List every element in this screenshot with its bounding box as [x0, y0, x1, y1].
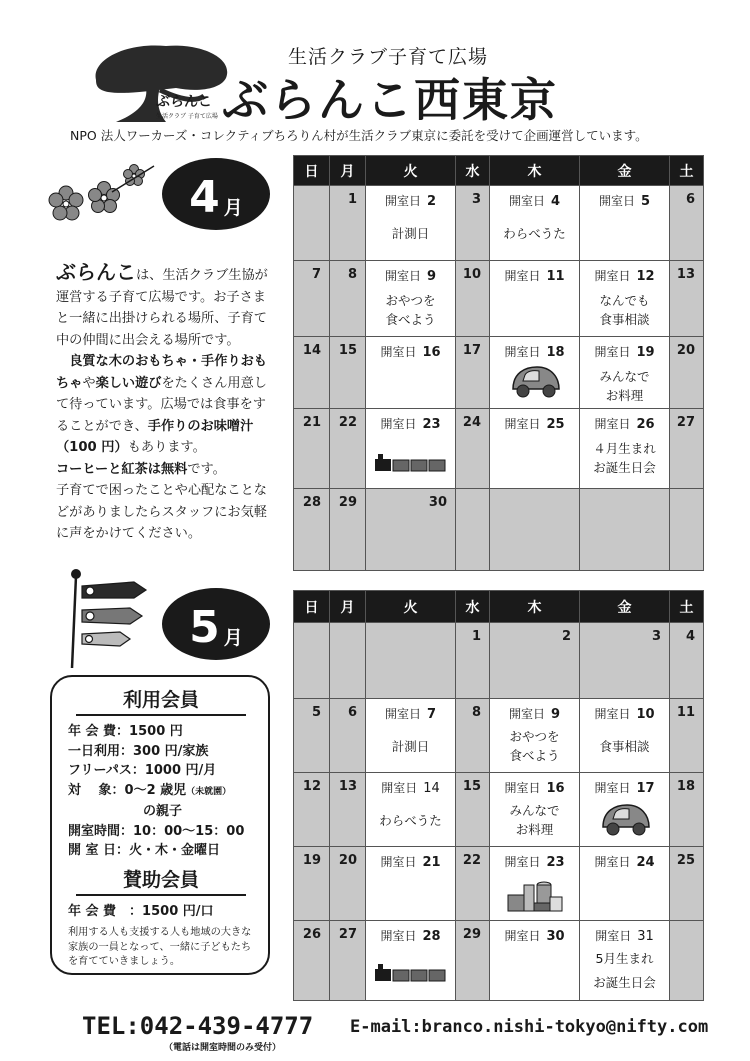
day-cell [366, 699, 456, 773]
intro-p2-t2: をたくさん用意して待っています。広場では食事をすることができ、 [56, 375, 267, 434]
day-number: 25 [546, 417, 565, 432]
header [0, 0, 750, 150]
day-cell [490, 623, 580, 699]
day-cell [330, 337, 366, 409]
membership-hours: 開室時間：10：00～15：00 [68, 823, 245, 839]
event-line: お料理 [515, 822, 554, 837]
page-title: ぶらんこ西東京 [222, 73, 558, 127]
open-day [580, 415, 669, 432]
day-cell [294, 337, 330, 409]
day-cell [294, 186, 330, 261]
day-number: 15 [462, 779, 481, 794]
day-cell [580, 847, 670, 921]
logo-subtext: 生活クラブ 子育て広場 [156, 113, 218, 120]
day-number: 11 [676, 705, 695, 720]
membership-target-note: （未就園） [186, 786, 232, 797]
intro-p1 [56, 262, 276, 351]
open-day [580, 927, 669, 944]
day-number: 21 [302, 415, 321, 430]
may-number: 5 [189, 602, 220, 653]
day-number: 21 [422, 855, 441, 870]
intro-p2-b2: 楽しい遊び [95, 375, 162, 391]
april-unit: 月 [223, 197, 243, 219]
npo-line: NPO 法人ワーカーズ・コレクティブちろりん村が生活クラブ東京に委託を受けて企画運営しています。 [70, 128, 648, 143]
day-number: 17 [636, 781, 655, 796]
may-week-4 [294, 847, 704, 921]
email-address[interactable]: E-mail:branco.nishi-tokyo@nifty.com [350, 1017, 709, 1037]
tree-logo-icon [86, 40, 236, 125]
open-label: 開室日 [598, 194, 635, 208]
day-number: 28 [422, 929, 441, 944]
day-cell [456, 699, 490, 773]
membership-fee: 年 会 費：1500 円 [68, 724, 183, 739]
membership-day: 一日利用：300 円/家族 [68, 743, 209, 759]
open-day [490, 705, 579, 722]
event-text [366, 291, 455, 329]
day-cell [456, 773, 490, 847]
intro-p2-b3: 手作りのお味噌汁（100 円） [56, 418, 254, 455]
day-number: 29 [462, 927, 481, 942]
open-day [366, 343, 455, 360]
open-day [366, 267, 455, 284]
day-cell [294, 847, 330, 921]
open-label: 開室日 [380, 345, 417, 359]
day-cell [580, 261, 670, 337]
day-number: 19 [302, 853, 321, 868]
event-text [580, 367, 669, 405]
weekday-fri: 金 [580, 591, 670, 623]
open-day [490, 192, 579, 209]
event-text [490, 801, 579, 839]
may-week-5 [294, 921, 704, 1001]
day-cell [456, 489, 490, 571]
open-label: 開室日 [508, 707, 545, 721]
day-number: 7 [311, 267, 321, 282]
day-number: 6 [347, 705, 357, 720]
open-day [366, 853, 455, 870]
day-number: 20 [676, 343, 695, 358]
open-label: 開室日 [384, 269, 421, 283]
open-day [580, 267, 669, 284]
weekday-wed: 水 [456, 156, 490, 186]
april-week-1 [294, 186, 704, 261]
subtitle: 生活クラブ子育て広場 [288, 46, 489, 68]
day-cell [294, 409, 330, 489]
phone-note: （電話は開室時間のみ受付） [164, 1043, 282, 1053]
day-number: 23 [422, 417, 441, 432]
weekday-mon: 月 [330, 591, 366, 623]
support-fee: 年 会 費 ：1500 円/口 [68, 903, 214, 919]
day-number: 22 [338, 415, 357, 430]
day-cell [670, 847, 704, 921]
day-number: 12 [636, 269, 655, 284]
open-label: 開室日 [504, 855, 541, 869]
day-cell [490, 699, 580, 773]
may-unit: 月 [223, 627, 243, 649]
event-text [580, 439, 669, 477]
open-label: 開室日 [594, 707, 631, 721]
day-cell [490, 489, 580, 571]
open-day [490, 343, 579, 360]
toy-car-icon [597, 801, 653, 839]
event-line: 5月生まれ [595, 951, 654, 966]
day-cell [490, 773, 580, 847]
intro-p3-t: です。 [187, 461, 226, 477]
day-cell [456, 847, 490, 921]
day-number: 13 [676, 267, 695, 282]
koinobori-icon [64, 568, 154, 668]
day-cell [330, 921, 366, 1001]
day-cell [670, 921, 704, 1001]
membership-title: 利用会員 [76, 685, 246, 716]
day-cell [580, 623, 670, 699]
day-number: 22 [462, 853, 481, 868]
open-day [366, 927, 455, 944]
event-line: お料理 [605, 388, 644, 403]
day-cell [490, 337, 580, 409]
day-cell [670, 409, 704, 489]
day-cell [670, 489, 704, 571]
membership-target-text: 対 象：0～2 歳児 [68, 782, 187, 798]
day-cell [366, 261, 456, 337]
day-cell [670, 186, 704, 261]
event-line: お誕生日会 [593, 975, 656, 990]
open-day [490, 927, 579, 944]
day-number: 28 [302, 495, 321, 510]
day-number: 4 [550, 194, 561, 209]
cherry-blossom-icon [42, 160, 162, 235]
day-number: 10 [462, 267, 481, 282]
open-day [490, 779, 579, 796]
open-label: 開室日 [595, 929, 632, 943]
event-line: おやつを [509, 729, 560, 744]
phone-number[interactable]: TEL:042-439-4777 [82, 1012, 314, 1040]
april-header-row [294, 156, 704, 186]
day-cell [366, 489, 456, 571]
day-number: 31 [637, 929, 654, 944]
day-cell [366, 337, 456, 409]
open-label: 開室日 [504, 345, 541, 359]
open-label: 開室日 [594, 269, 631, 283]
event-text: 計測日 [391, 226, 430, 241]
day-cell [366, 773, 456, 847]
day-cell [580, 409, 670, 489]
weekday-thu: 木 [490, 591, 580, 623]
open-day [490, 267, 579, 284]
day-cell [294, 699, 330, 773]
april-badge [162, 158, 270, 230]
open-label: 開室日 [508, 194, 545, 208]
intro-text [56, 262, 276, 545]
april-number: 4 [189, 172, 220, 223]
open-day [490, 853, 579, 870]
intro-p2-b1: 良質な木のおもちゃ・手作りおもちゃ [56, 354, 267, 391]
event-line: 食べよう [385, 312, 436, 327]
day-cell [366, 921, 456, 1001]
day-number: 1 [347, 192, 357, 207]
day-cell [366, 409, 456, 489]
day-number: 18 [676, 779, 695, 794]
day-number: 19 [636, 345, 655, 360]
open-label: 開室日 [380, 417, 417, 431]
day-number: 23 [546, 855, 565, 870]
day-cell [366, 847, 456, 921]
weekday-mon: 月 [330, 156, 366, 186]
open-label: 開室日 [594, 855, 631, 869]
event-line: なんでも [599, 293, 650, 308]
may-week-3 [294, 773, 704, 847]
open-label: 開室日 [594, 345, 631, 359]
day-cell [580, 773, 670, 847]
april-calendar [293, 155, 704, 571]
day-number: 8 [347, 267, 357, 282]
intro-p3-b: コーヒーと紅茶は無料 [56, 461, 188, 477]
day-number: 14 [423, 781, 440, 796]
day-number: 3 [471, 192, 481, 207]
day-number: 4 [685, 629, 695, 644]
day-number: 30 [546, 929, 565, 944]
day-cell [580, 489, 670, 571]
open-label: 開室日 [381, 781, 418, 795]
day-number: 25 [676, 853, 695, 868]
event-line: みんなで [599, 369, 650, 384]
day-number: 18 [546, 345, 565, 360]
day-cell [490, 186, 580, 261]
day-number: 9 [550, 707, 561, 722]
day-number: 13 [338, 779, 357, 794]
intro-p2 [56, 351, 276, 459]
day-number: 20 [338, 853, 357, 868]
day-cell [294, 489, 330, 571]
day-cell [490, 261, 580, 337]
day-cell [366, 623, 456, 699]
weekday-thu: 木 [490, 156, 580, 186]
event-line: お誕生日会 [593, 460, 656, 475]
day-cell [456, 409, 490, 489]
event-line: おやつを [385, 293, 436, 308]
day-cell [330, 773, 366, 847]
open-label: 開室日 [380, 855, 417, 869]
day-number: 1 [471, 629, 481, 644]
day-number: 24 [462, 415, 481, 430]
day-cell [580, 921, 670, 1001]
open-day [366, 415, 455, 432]
day-number: 16 [546, 781, 565, 796]
day-number: 5 [311, 705, 321, 720]
day-number: 3 [651, 629, 661, 644]
weekday-tue: 火 [366, 591, 456, 623]
event-line: みんなで [509, 803, 560, 818]
open-day [366, 705, 455, 722]
event-text [490, 727, 579, 765]
day-cell [456, 921, 490, 1001]
day-number: 15 [338, 343, 357, 358]
event-text: わらべうた [379, 813, 442, 828]
intro-p2-t1: や [82, 375, 96, 391]
day-number: 16 [422, 345, 441, 360]
day-cell [490, 847, 580, 921]
may-calendar [293, 590, 704, 1001]
open-day [366, 779, 455, 796]
day-number: 8 [471, 705, 481, 720]
day-cell [294, 623, 330, 699]
intro-p2-t3: もあります。 [127, 440, 206, 455]
open-label: 開室日 [504, 269, 541, 283]
event-text: 計測日 [391, 739, 430, 754]
day-number: 6 [685, 192, 695, 207]
open-label: 開室日 [504, 929, 541, 943]
day-cell [330, 847, 366, 921]
event-text: 食事相談 [599, 739, 650, 754]
day-cell [670, 623, 704, 699]
logo-text: ぶらんこ [156, 94, 212, 110]
intro-lead: ぶらんこ [56, 260, 136, 284]
open-label: 開室日 [380, 929, 417, 943]
event-line: 食事相談 [599, 312, 650, 327]
event-text [580, 947, 669, 995]
day-cell [294, 921, 330, 1001]
day-number: 14 [302, 343, 321, 358]
day-cell [330, 261, 366, 337]
day-cell [580, 186, 670, 261]
event-line: 食べよう [509, 748, 560, 763]
membership-target-2: の親子 [143, 804, 183, 819]
day-cell [456, 337, 490, 409]
open-day [490, 415, 579, 432]
day-cell [456, 261, 490, 337]
intro-p4: 子育てで困ったことや心配なことなどがありましたらスタッフにお気軽に声をかけてください。 [56, 483, 267, 541]
weekday-sat: 土 [670, 591, 704, 623]
day-cell [330, 489, 366, 571]
day-cell [490, 409, 580, 489]
open-label: 開室日 [504, 781, 541, 795]
day-cell [366, 186, 456, 261]
toy-train-icon [373, 963, 449, 983]
open-label: 開室日 [504, 417, 541, 431]
april-week-4 [294, 409, 704, 489]
toy-train-icon [373, 453, 449, 473]
day-number: 27 [338, 927, 357, 942]
weekday-sat: 土 [670, 156, 704, 186]
day-cell [294, 261, 330, 337]
day-cell [456, 623, 490, 699]
membership-days: 開 室 日：火・木・金曜日 [68, 843, 221, 858]
day-cell [330, 623, 366, 699]
open-day [580, 192, 669, 209]
wooden-blocks-icon [506, 875, 564, 915]
weekday-sun: 日 [294, 591, 330, 623]
event-text: わらべうた [503, 226, 566, 241]
day-number: 24 [636, 855, 655, 870]
day-cell [330, 186, 366, 261]
open-day [580, 779, 669, 796]
day-number: 2 [426, 194, 437, 209]
day-cell [330, 409, 366, 489]
open-label: 開室日 [384, 707, 421, 721]
membership-target [68, 781, 254, 803]
day-number: 26 [302, 927, 321, 942]
support-title: 賛助会員 [76, 865, 246, 896]
open-day [366, 192, 455, 209]
toy-car-icon [507, 363, 563, 401]
may-week-1 [294, 623, 704, 699]
day-cell [670, 699, 704, 773]
open-label: 開室日 [594, 781, 631, 795]
day-cell [580, 337, 670, 409]
day-number: 27 [676, 415, 695, 430]
may-week-2 [294, 699, 704, 773]
day-number: 17 [462, 343, 481, 358]
day-number: 30 [428, 495, 447, 510]
membership-freepass: フリーパス：1000 円/月 [68, 763, 217, 778]
footer [82, 1012, 722, 1057]
day-cell [580, 699, 670, 773]
april-week-2 [294, 261, 704, 337]
day-cell [670, 261, 704, 337]
day-cell [294, 773, 330, 847]
intro-p3 [56, 459, 276, 481]
membership-note: 利用する人も支援する人も地域の大きな家族の一員となって、一緒に子どもたちを育てていきましょう。 [68, 927, 252, 967]
intro-p1-rest: は、生活クラブ生協が運営する子育て広場です。お子さまと一緒に出掛けられる場所、子育て中の仲間に出会える場所です。 [56, 268, 268, 348]
day-cell [670, 773, 704, 847]
weekday-sun: 日 [294, 156, 330, 186]
open-label: 開室日 [594, 417, 631, 431]
day-number: 5 [640, 194, 651, 209]
day-number: 26 [636, 417, 655, 432]
april-week-3 [294, 337, 704, 409]
weekday-wed: 水 [456, 591, 490, 623]
day-number: 29 [338, 495, 357, 510]
day-cell [490, 921, 580, 1001]
day-number: 12 [302, 779, 321, 794]
open-day [580, 853, 669, 870]
may-badge [162, 588, 270, 660]
open-day [580, 343, 669, 360]
membership-box [50, 675, 270, 975]
day-number: 10 [636, 707, 655, 722]
event-line: ４月生まれ [593, 441, 656, 456]
open-day [580, 705, 669, 722]
weekday-fri: 金 [580, 156, 670, 186]
day-number: 11 [546, 269, 565, 284]
weekday-tue: 火 [366, 156, 456, 186]
day-cell [330, 699, 366, 773]
day-cell [670, 337, 704, 409]
day-number: 2 [561, 629, 571, 644]
event-text [580, 291, 669, 329]
day-cell [456, 186, 490, 261]
day-number: 9 [426, 269, 437, 284]
open-label: 開室日 [384, 194, 421, 208]
day-number: 7 [426, 707, 437, 722]
may-header-row [294, 591, 704, 623]
april-week-5 [294, 489, 704, 571]
